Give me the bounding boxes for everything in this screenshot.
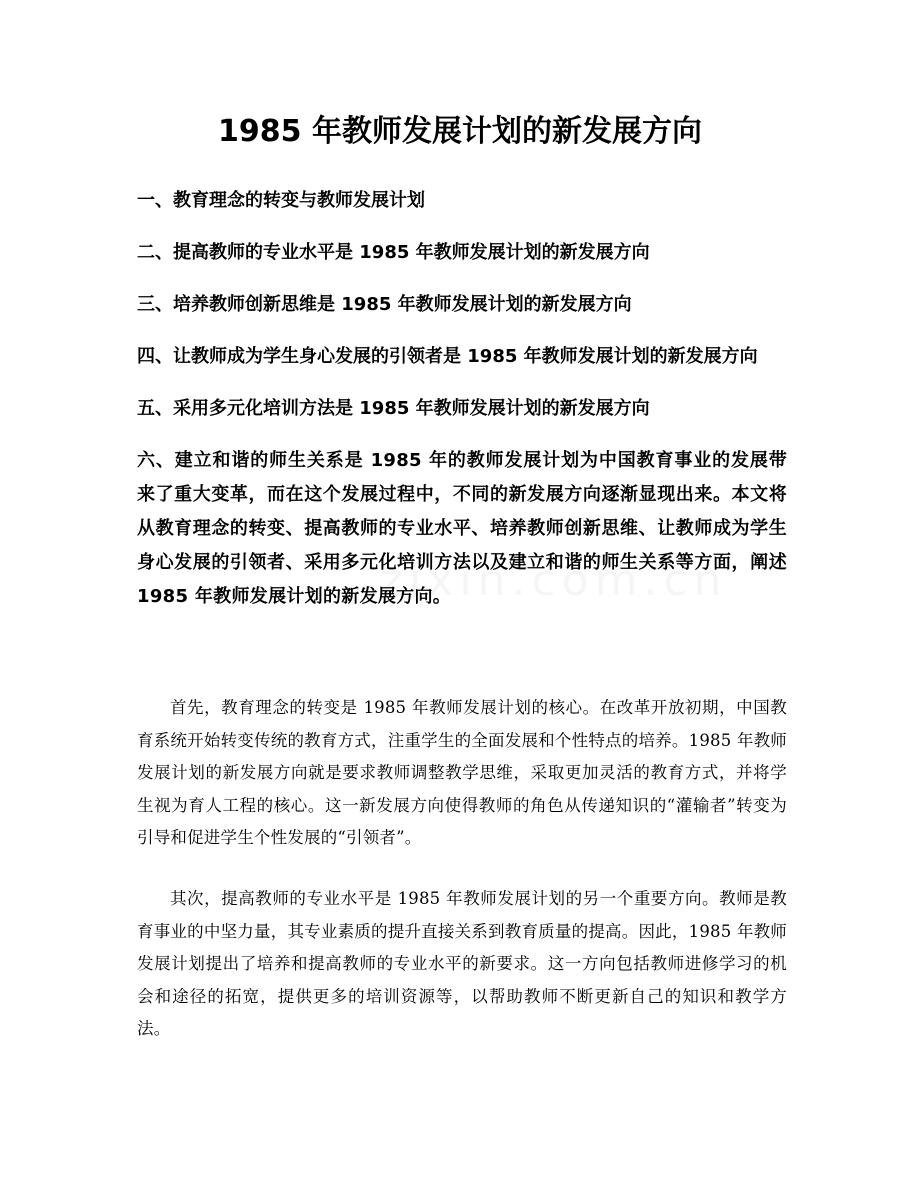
- section-heading-2: 二、提高教师的专业水平是 1985 年教师发展计划的新发展方向: [137, 242, 650, 263]
- section-heading-1: 一、教育理念的转变与教师发展计划: [137, 190, 425, 211]
- section-heading-5: 五、采用多元化培训方法是 1985 年教师发展计划的新发展方向: [137, 398, 650, 419]
- section-heading-4: 四、让教师成为学生身心发展的引领者是 1985 年教师发展计划的新发展方向: [137, 346, 758, 367]
- document-title: 1985 年教师发展计划的新发展方向: [218, 114, 702, 149]
- section-heading-list: [137, 184, 787, 614]
- body-paragraph-2: 其次，提高教师的专业水平是 1985 年教师发展计划的另一个重要方向。教师是教育事业的中坚力量，其专业素质的提升直接关系到教育质量的提高。因此，1985 年教师发展计划提出了培养和提高教师的专业水平的新要求。这一方向包括教师进修学习的机会和途径的拓宽，提供更多的培训资源等，以帮助教师不断更新自己的知识和教学方法。: [137, 889, 787, 1038]
- section-heading-3: 三、培养教师创新思维是 1985 年教师发展计划的新发展方向: [137, 294, 632, 315]
- intro-paragraph: 六、建立和谐的师生关系是 1985 年的教师发展计划为中国教育事业的发展带来了重大变革，而在这个发展过程中，不同的新发展方向逐渐显现出来。本文将从教育理念的转变、提高教师的专业水平、培养教师创新思维、让教师成为学生身心发展的引领者、采用多元化培训方法以及建立和谐的师生关系等方面，阐述 1985 年教师发展计划的新发展方向。: [137, 450, 787, 607]
- body-paragraph-1: 首先，教育理念的转变是 1985 年教师发展计划的核心。在改革开放初期，中国教育系统开始转变传统的教育方式，注重学生的全面发展和个性特点的培养。1985 年教师发展计划的新发展方向就是要求教师调整教学思维，采取更加灵活的教育方式，并将学生视为育人工程的核心。这一新发展方向使得教师的角色从传递知识的“灌输者”转变为引导和促进学生个性发展的“引领者”。: [137, 698, 787, 847]
